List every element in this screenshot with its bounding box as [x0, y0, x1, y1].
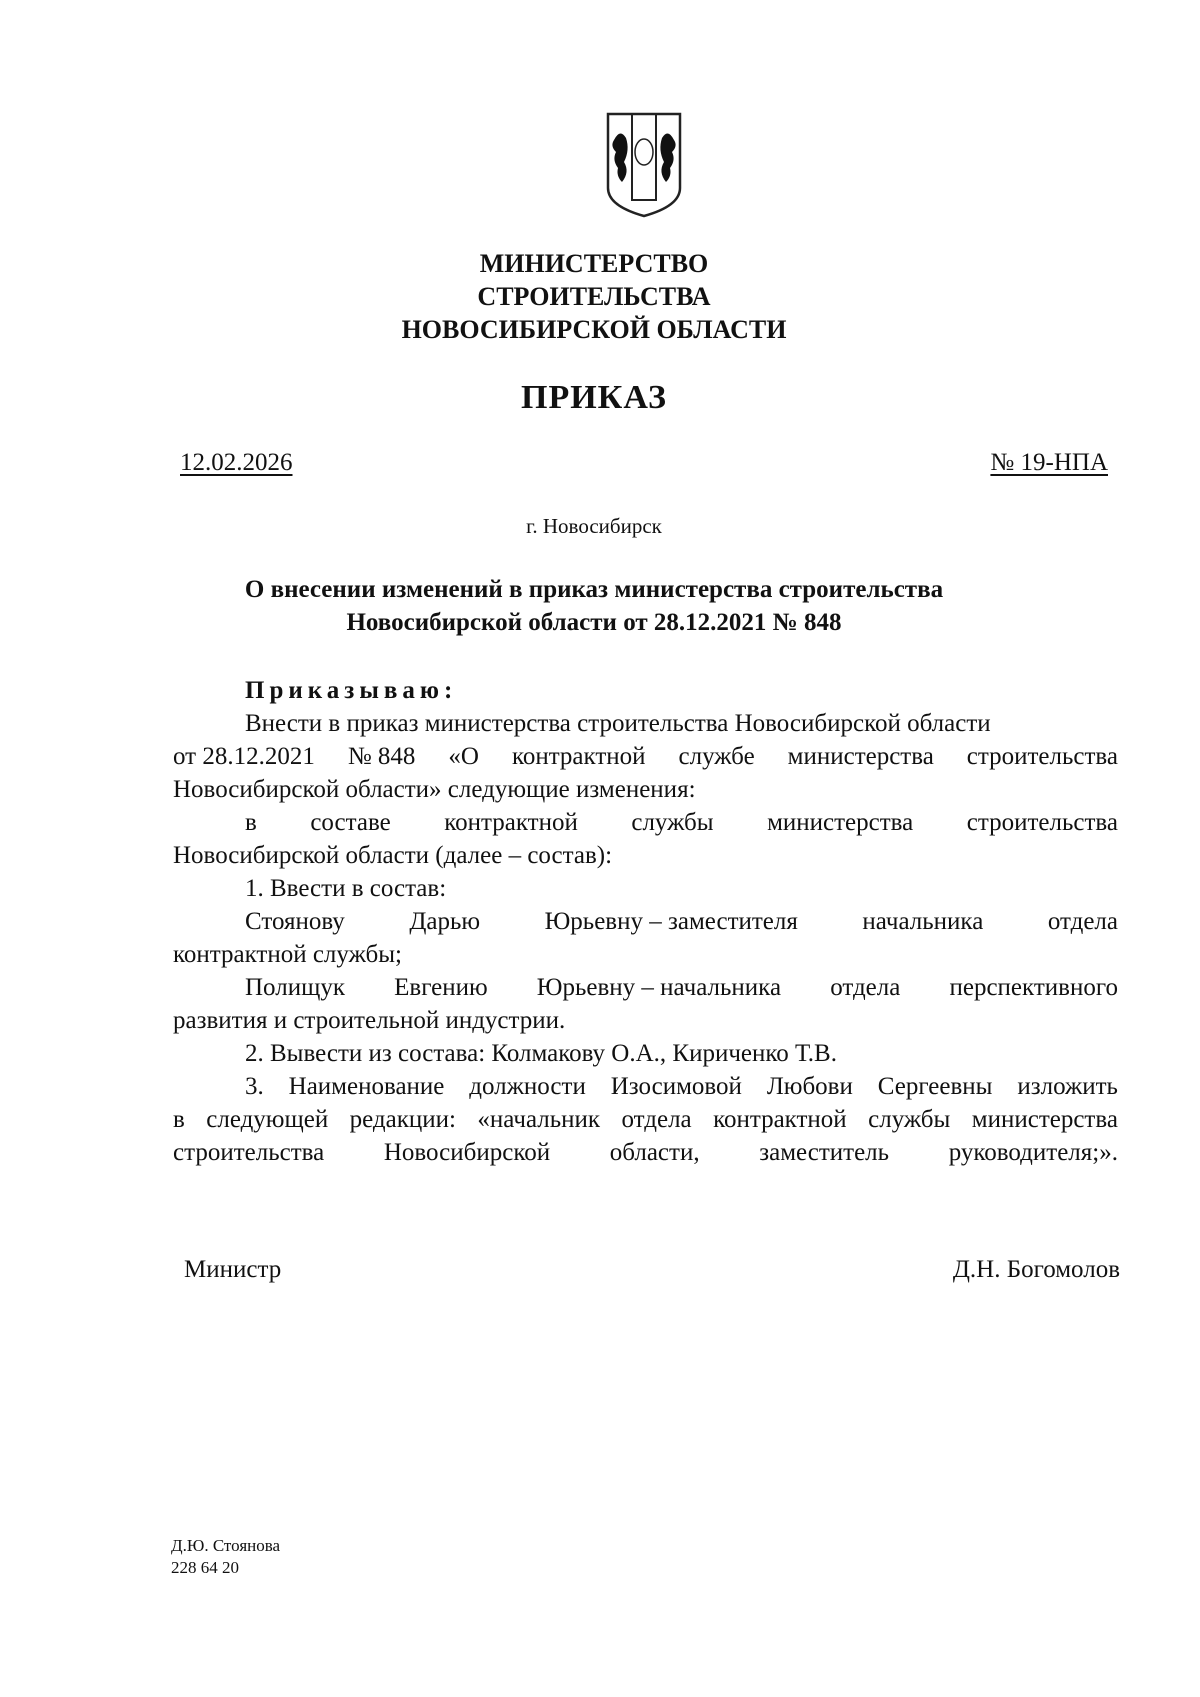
word: от 28.12.2021	[173, 743, 315, 770]
word: «начальник	[477, 1106, 601, 1133]
word: в	[173, 1106, 185, 1133]
word: составе	[310, 809, 391, 836]
executor-name: Д.Ю. Стоянова	[171, 1536, 281, 1555]
word: в	[245, 809, 257, 836]
word: отдела	[1047, 908, 1118, 935]
word: Евгению	[394, 974, 488, 1001]
document-subject	[0, 573, 1188, 639]
coat-of-arms-icon	[604, 110, 684, 220]
document-date: 12.02.2026	[180, 449, 293, 476]
word: Сергеевны	[877, 1073, 993, 1100]
word: строительства	[966, 809, 1118, 836]
word: службы	[631, 809, 714, 836]
paragraph-line-justified	[173, 740, 1118, 773]
word: перспективного	[949, 974, 1118, 1001]
document-body	[173, 674, 1118, 1169]
paragraph-line-justified	[173, 806, 1118, 839]
executor-phone: 228 64 20	[171, 1558, 239, 1577]
paragraph-line: Новосибирской области» следующие изменения:	[173, 776, 696, 803]
paragraph-line-justified	[173, 1136, 1118, 1169]
ministry-line: МИНИСТЕРСТВО	[479, 249, 709, 278]
word: Наименование	[288, 1073, 445, 1100]
paragraph-line-justified	[173, 1070, 1118, 1103]
word: строительства	[966, 743, 1118, 770]
word: редакции:	[349, 1106, 456, 1133]
word: Новосибирской	[383, 1139, 551, 1166]
word: следующей	[206, 1106, 329, 1133]
word: изложить	[1017, 1073, 1118, 1100]
paragraph-line: развития и строительной индустрии.	[173, 1007, 566, 1034]
word: строительства	[173, 1139, 325, 1166]
executor-info	[171, 1535, 280, 1579]
word: Любови	[766, 1073, 853, 1100]
item-2: 2. Вывести из состава: Колмакову О.А., Кириченко Т.В.	[245, 1040, 837, 1067]
document-number: № 19-НПА	[990, 449, 1108, 476]
word: контрактной	[444, 809, 578, 836]
word: заместитель	[759, 1139, 890, 1166]
word: контрактной	[511, 743, 646, 770]
word: службе	[678, 743, 755, 770]
word: должности	[469, 1073, 586, 1100]
word: отдела	[621, 1106, 692, 1133]
word: начальника	[862, 908, 984, 935]
word: Изосимовой	[610, 1073, 742, 1100]
paragraph-line-justified	[173, 905, 1118, 938]
signatory-position: Министр	[184, 1256, 282, 1283]
paragraph-line: контрактной службы;	[173, 941, 402, 968]
signatory-name: Д.Н. Богомолов	[952, 1256, 1120, 1283]
word: Дарью	[409, 908, 481, 935]
document-type: ПРИКАЗ	[521, 379, 667, 416]
word: руководителя;».	[948, 1139, 1118, 1166]
word: отдела	[830, 974, 901, 1001]
word: министерства	[971, 1106, 1118, 1133]
word: контрактной	[713, 1106, 847, 1133]
paragraph-line-justified	[173, 1103, 1118, 1136]
ministry-line: СТРОИТЕЛЬСТВА	[477, 282, 711, 311]
ministry-heading	[0, 247, 1188, 346]
word: Юрьевну – заместителя	[544, 908, 798, 935]
subject-line: Новосибирской области от 28.12.2021 № 848	[346, 609, 842, 636]
item-1: 1. Ввести в состав:	[245, 875, 447, 902]
word: министерства	[787, 743, 934, 770]
order-word: Приказываю:	[245, 677, 458, 704]
word: службы	[868, 1106, 951, 1133]
ministry-line: НОВОСИБИРСКОЙ ОБЛАСТИ	[401, 315, 787, 344]
paragraph-line: Новосибирской области (далее – состав):	[173, 842, 613, 869]
paragraph-line: Внести в приказ министерства строительства Новосибирской области	[245, 710, 991, 737]
word: Юрьевну – начальника	[536, 974, 782, 1001]
paragraph-line-justified	[173, 971, 1118, 1004]
subject-line: О внесении изменений в приказ министерства строительства	[244, 576, 944, 603]
word: № 848	[347, 743, 416, 770]
word: 3.	[245, 1073, 264, 1100]
document-city: г. Новосибирск	[526, 514, 662, 538]
word: Стоянову	[245, 908, 345, 935]
word: «О	[448, 743, 479, 770]
word: Полищук	[245, 974, 345, 1001]
word: министерства	[767, 809, 914, 836]
word: области,	[609, 1139, 700, 1166]
